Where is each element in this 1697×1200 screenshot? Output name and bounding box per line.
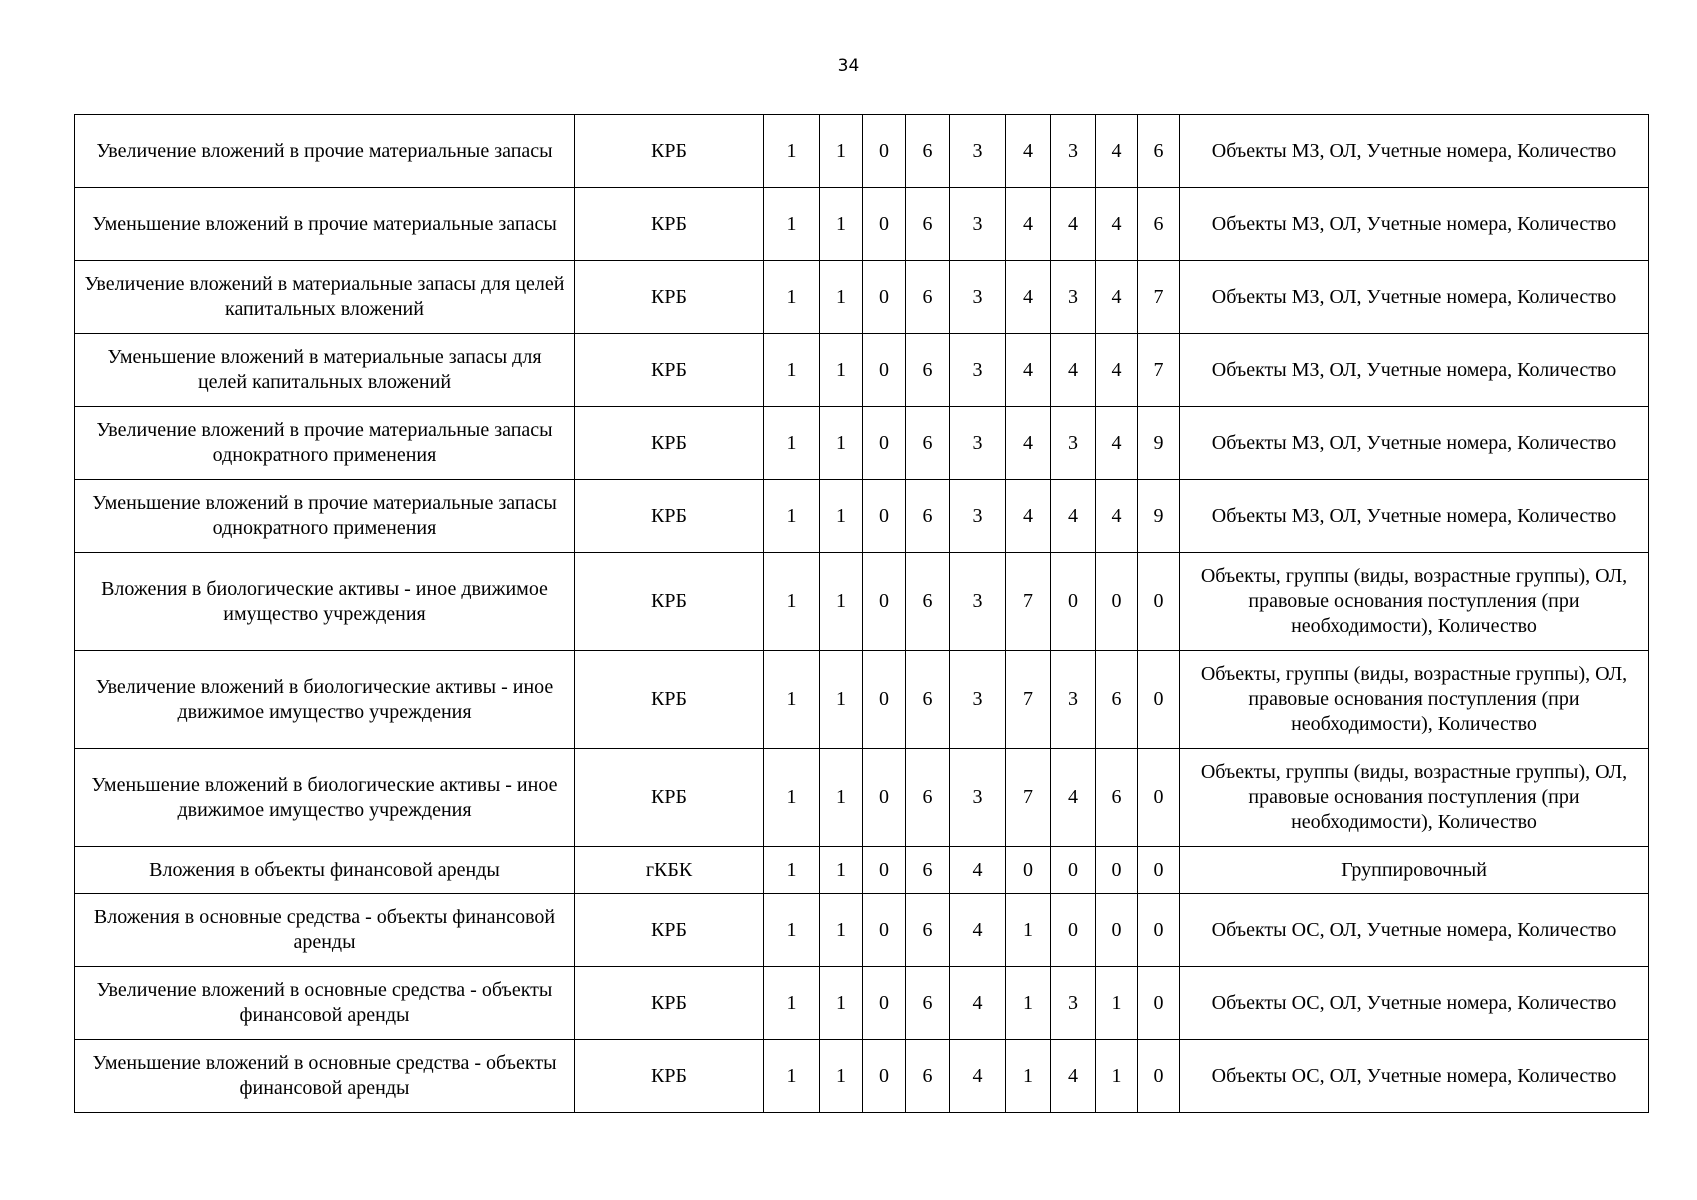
account-type-cell: КРБ [575,188,764,261]
table-row [75,334,1649,407]
account-digit-cell: 0 [1051,894,1096,967]
account-digit-cell: 9 [1138,480,1180,553]
account-digit-cell: 0 [1138,894,1180,967]
account-digit-cell: 1 [764,188,820,261]
account-digit-cell: 3 [1051,407,1096,480]
account-digit-cell: 0 [1138,553,1180,651]
account-digit-cell: 3 [950,553,1006,651]
account-digit-cell: 6 [906,847,950,894]
account-digit-cell: 6 [1138,115,1180,188]
table-row [75,749,1649,847]
account-digit-cell: 0 [863,1040,906,1113]
account-digit-cell: 3 [950,188,1006,261]
account-digit-cell: 3 [1051,967,1096,1040]
account-digit-cell: 3 [950,261,1006,334]
account-type-cell: КРБ [575,480,764,553]
account-name-cell: Уменьшение вложений в биологические активы - иное движимое имущество учреждения [75,749,575,847]
account-digit-cell: 1 [764,334,820,407]
account-digit-cell: 1 [764,847,820,894]
account-digit-cell: 4 [1051,749,1096,847]
account-digit-cell: 3 [1051,115,1096,188]
account-digit-cell: 1 [820,480,863,553]
account-digit-cell: 6 [906,261,950,334]
account-digit-cell: 0 [863,188,906,261]
account-digit-cell: 1 [764,749,820,847]
account-type-cell: КРБ [575,749,764,847]
account-digit-cell: 0 [863,894,906,967]
account-type-cell: КРБ [575,553,764,651]
account-type-cell: КРБ [575,407,764,480]
table-row [75,261,1649,334]
account-digit-cell: 1 [820,188,863,261]
table-row [75,894,1649,967]
account-digit-cell: 0 [863,480,906,553]
account-digit-cell: 0 [1006,847,1051,894]
table-row [75,847,1649,894]
account-type-cell: КРБ [575,115,764,188]
table-row [75,480,1649,553]
account-digit-cell: 6 [906,115,950,188]
account-name-cell: Уменьшение вложений в прочие материальные запасы [75,188,575,261]
account-digit-cell: 4 [950,967,1006,1040]
account-digit-cell: 6 [906,334,950,407]
account-digit-cell: 1 [820,407,863,480]
account-digit-cell: 0 [863,407,906,480]
account-name-cell: Уменьшение вложений в прочие материальные запасы однократного применения [75,480,575,553]
account-digit-cell: 4 [1051,334,1096,407]
account-digit-cell: 3 [1051,651,1096,749]
account-digit-cell: 3 [950,749,1006,847]
account-digit-cell: 3 [950,480,1006,553]
analytics-cell: Группировочный [1180,847,1649,894]
account-type-cell: КРБ [575,651,764,749]
table-row [75,553,1649,651]
account-digit-cell: 7 [1006,553,1051,651]
account-digit-cell: 0 [1138,749,1180,847]
account-name-cell: Увеличение вложений в биологические активы - иное движимое имущество учреждения [75,651,575,749]
analytics-cell: Объекты ОС, ОЛ, Учетные номера, Количество [1180,894,1649,967]
account-digit-cell: 6 [906,749,950,847]
account-digit-cell: 6 [906,967,950,1040]
account-digit-cell: 7 [1138,261,1180,334]
account-digit-cell: 1 [1006,1040,1051,1113]
account-digit-cell: 1 [764,261,820,334]
account-digit-cell: 0 [1138,651,1180,749]
analytics-cell: Объекты, группы (виды, возрастные группы), ОЛ, правовые основания поступления (при необходимости), Количество [1180,553,1649,651]
account-type-cell: КРБ [575,967,764,1040]
account-digit-cell: 4 [1051,480,1096,553]
account-digit-cell: 6 [906,188,950,261]
account-type-cell: КРБ [575,1040,764,1113]
table-row [75,188,1649,261]
page-number: 34 [837,56,860,76]
account-digit-cell: 0 [1096,894,1138,967]
account-digit-cell: 4 [1006,334,1051,407]
account-digit-cell: 1 [820,261,863,334]
account-digit-cell: 6 [1096,651,1138,749]
account-name-cell: Увеличение вложений в основные средства - объекты финансовой аренды [75,967,575,1040]
account-digit-cell: 4 [1096,261,1138,334]
account-type-cell: КРБ [575,894,764,967]
analytics-cell: Объекты МЗ, ОЛ, Учетные номера, Количество [1180,261,1649,334]
account-digit-cell: 1 [820,1040,863,1113]
account-digit-cell: 3 [950,407,1006,480]
account-digit-cell: 0 [863,553,906,651]
account-digit-cell: 1 [764,894,820,967]
account-digit-cell: 1 [1096,1040,1138,1113]
account-name-cell: Уменьшение вложений в материальные запасы для целей капитальных вложений [75,334,575,407]
account-digit-cell: 4 [950,894,1006,967]
analytics-cell: Объекты МЗ, ОЛ, Учетные номера, Количество [1180,188,1649,261]
account-digit-cell: 0 [863,115,906,188]
account-digit-cell: 0 [863,847,906,894]
account-digit-cell: 4 [1051,188,1096,261]
account-digit-cell: 4 [1096,407,1138,480]
account-digit-cell: 0 [1051,847,1096,894]
account-digit-cell: 1 [820,894,863,967]
accounts-table [74,114,1649,1113]
account-digit-cell: 4 [1051,1040,1096,1113]
account-digit-cell: 4 [950,1040,1006,1113]
analytics-cell: Объекты МЗ, ОЛ, Учетные номера, Количество [1180,334,1649,407]
account-digit-cell: 6 [906,894,950,967]
account-digit-cell: 0 [1138,847,1180,894]
account-digit-cell: 0 [863,749,906,847]
account-digit-cell: 1 [820,334,863,407]
account-digit-cell: 6 [906,407,950,480]
account-digit-cell: 3 [950,651,1006,749]
account-digit-cell: 6 [1138,188,1180,261]
account-digit-cell: 1 [764,967,820,1040]
account-digit-cell: 1 [764,407,820,480]
account-digit-cell: 4 [1006,480,1051,553]
account-digit-cell: 4 [1006,188,1051,261]
account-digit-cell: 3 [1051,261,1096,334]
account-digit-cell: 1 [820,847,863,894]
account-digit-cell: 4 [1096,334,1138,407]
account-name-cell: Вложения в биологические активы - иное движимое имущество учреждения [75,553,575,651]
account-digit-cell: 9 [1138,407,1180,480]
analytics-cell: Объекты МЗ, ОЛ, Учетные номера, Количество [1180,407,1649,480]
analytics-cell: Объекты МЗ, ОЛ, Учетные номера, Количество [1180,480,1649,553]
account-digit-cell: 1 [764,1040,820,1113]
account-digit-cell: 1 [820,651,863,749]
account-digit-cell: 1 [820,749,863,847]
account-digit-cell: 0 [1051,553,1096,651]
account-digit-cell: 4 [950,847,1006,894]
account-name-cell: Увеличение вложений в материальные запасы для целей капитальных вложений [75,261,575,334]
account-digit-cell: 7 [1138,334,1180,407]
account-digit-cell: 7 [1006,749,1051,847]
table-row [75,1040,1649,1113]
analytics-cell: Объекты ОС, ОЛ, Учетные номера, Количество [1180,1040,1649,1113]
account-digit-cell: 0 [1138,967,1180,1040]
account-type-cell: гКБК [575,847,764,894]
account-digit-cell: 0 [863,334,906,407]
analytics-cell: Объекты, группы (виды, возрастные группы), ОЛ, правовые основания поступления (при необходимости), Количество [1180,651,1649,749]
account-digit-cell: 3 [950,115,1006,188]
account-digit-cell: 4 [1096,188,1138,261]
account-digit-cell: 4 [1006,261,1051,334]
account-digit-cell: 0 [863,967,906,1040]
account-digit-cell: 6 [906,651,950,749]
account-digit-cell: 4 [1006,407,1051,480]
account-name-cell: Уменьшение вложений в основные средства - объекты финансовой аренды [75,1040,575,1113]
account-digit-cell: 1 [764,553,820,651]
account-digit-cell: 1 [764,651,820,749]
account-digit-cell: 1 [764,115,820,188]
account-digit-cell: 1 [820,553,863,651]
table-row [75,651,1649,749]
table-row [75,115,1649,188]
analytics-cell: Объекты МЗ, ОЛ, Учетные номера, Количество [1180,115,1649,188]
account-name-cell: Вложения в основные средства - объекты финансовой аренды [75,894,575,967]
account-digit-cell: 1 [1096,967,1138,1040]
account-digit-cell: 0 [1138,1040,1180,1113]
account-digit-cell: 3 [950,334,1006,407]
account-digit-cell: 6 [1096,749,1138,847]
table-row [75,967,1649,1040]
account-name-cell: Вложения в объекты финансовой аренды [75,847,575,894]
account-digit-cell: 6 [906,553,950,651]
account-digit-cell: 4 [1096,115,1138,188]
account-digit-cell: 0 [1096,553,1138,651]
account-digit-cell: 7 [1006,651,1051,749]
account-digit-cell: 1 [820,967,863,1040]
account-digit-cell: 6 [906,480,950,553]
account-digit-cell: 1 [1006,967,1051,1040]
account-digit-cell: 1 [820,115,863,188]
account-digit-cell: 6 [906,1040,950,1113]
account-digit-cell: 0 [863,651,906,749]
account-digit-cell: 1 [764,480,820,553]
account-type-cell: КРБ [575,334,764,407]
analytics-cell: Объекты, группы (виды, возрастные группы), ОЛ, правовые основания поступления (при необходимости), Количество [1180,749,1649,847]
account-type-cell: КРБ [575,261,764,334]
account-digit-cell: 4 [1006,115,1051,188]
table-row [75,407,1649,480]
account-name-cell: Увеличение вложений в прочие материальные запасы [75,115,575,188]
account-name-cell: Увеличение вложений в прочие материальные запасы однократного применения [75,407,575,480]
analytics-cell: Объекты ОС, ОЛ, Учетные номера, Количество [1180,967,1649,1040]
account-digit-cell: 0 [863,261,906,334]
account-digit-cell: 0 [1096,847,1138,894]
account-digit-cell: 4 [1096,480,1138,553]
account-digit-cell: 1 [1006,894,1051,967]
